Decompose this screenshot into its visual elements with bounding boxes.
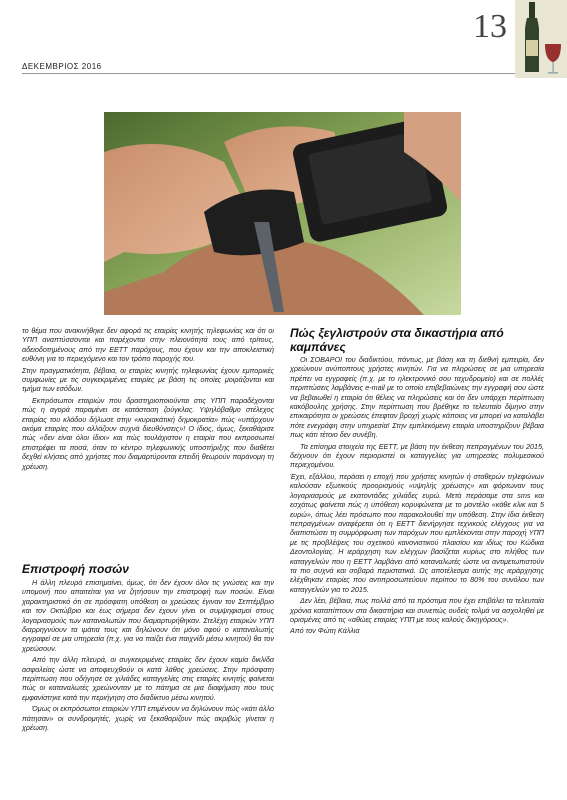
paragraph: Δεν λέει, βέβαια, πως πολλά από τα πρόστιμα που έχει επιβάλει τα τελευταία χρόνια καταπίπτουν στα δικαστήρια και συνεπώς ουδείς τολμά να ασχοληθεί με ορισμένες από τις «αθώες εταιρίες ΥΠΠ με τους καλούς δικηγόρους». (290, 596, 544, 624)
paragraph: Από την άλλη πλευρά, οι συγκεκριμένες εταιρίες δεν έχουν καμία δικλίδα ασφαλείας ώστε να αποφευχθούν οι κατά λάθος χρεώσεις. Στην πρόσφατη περίπτωση που οδήγησε σε χιλιάδες καταγγελίες στις εταιρίες κινητής φαίνεται πώς οι καταναλωτές χρεώνονταν με το πάτημα σε μια διαφήμιση που τους εμφανίστηκε κατά την περιήγηση στο διαδίκτυο μέσω κινητού. (22, 655, 274, 702)
paragraph: Η άλλη πλευρά επισημαίνει, όμως, ότι δεν έχουν όλοι τις γνώσεις και την υπομονή που απαιτείται για να ζητήσουν την επιστροφή των ποσών. Είναι χαρακτηριστικό ότι σε πρόσφατη υπόθεση οι χρεώσεις έγιναν τον Σεπτέμβριο και τον Οκτώβριο και έως σήμερα δεν έχουν γίνει οι συμψηφισμοί στους λογαριασμούς των καταναλωτών που διαμαρτυρήθηκαν. Στελέχη εταιριών ΥΠΠ διαρρηγνύουν τα ιμάτια τους και δηλώνουν ότι μόνο αφού ο καταναλωτής εγγραφεί σε μια υπηρεσία (π.χ. για να παίζει ένα παιχνίδι μέσω κινητού) θα τον χρεώσουν. (22, 578, 274, 653)
paragraph: Στην πραγματικότητα, βέβαια, οι εταιρίες κινητής τηλεφωνίας έχουν εμπορικές συμφωνίες με τις συγκεκριμένες εταιρίες με βάση τις οποίες μοιράζονται και τμήμα των εσόδων. (22, 365, 274, 394)
author-byline: Από τον Φώτη Κάλλια (290, 626, 360, 636)
left-column-top (22, 326, 274, 473)
paragraph: Έχει, εξάλλου, περάσει η εποχή που χρήστες κινητών ή σταθερών τηλεφώνων καλούσαν εξωτικούς προορισμούς «υψηλής χρέωσης» και φόρτωναν τους λογαριασμούς με εκατοντάδες χιλιάδες ευρώ. Μετά περάσαμε στα sms και εσχάτως φαίνεται πώς η υπόθεση κορυφώνεται με το μοντέλο «κάθε κλικ και 5 ευρώ», όπως λέει πρόσωπο που παρακολουθεί την υπόθεση. Στην ίδια έκθεση πεπραγμένων αναφέρεται ότι η ΕΕΤΤ διενήργησε τεχνικούς ελέγχους για να διαπιστώσει τη συμμόρφωση των παρόχων που εμπλέκονται στην παροχή ΥΠΠ με τις προβλέψεις του σχετικού κανονιστικού πλαισίου και ιδίως του Κώδικα Δεοντολογίας. Η ιεράρχηση των ελέγχων βασίζεται κυρίως στο πλήθος των καταγγελιών που η ΕΕΤΤ λαμβάνει από καταναλωτές ώστε να αντιμετωπιστούν τα πιο συχνά και σοβαρά περιστατικά. Ως αποτέλεσμα αυτής της ιεράρχησης ελέχθηκαν εταιρίες που αντιπροσωπεύουν περίπου το 80% του συνόλου των καταγγελιών για το 2015. (290, 471, 544, 594)
paragraph: Εκπρόσωποι εταιριών που δραστηριοποιούνται στις ΥΠΠ παραδέχονται πώς η αγορά παραμένει σε κατάσταση ζούγκλας. Υψηλόβαθμο στέλεχος εταιρίας του κλάδου δήλωσε στην «κυριακάτική δημοκρατία» πώς «υπάρχουν ακόμα εταιρίες που αλλάζουν συχνά διευθύνσεις»! Ο ίδιος, όμως, ξεκαθάρισε πώς «δεν είναι όλοι ίδιοι» και πώς τουλάχιστον η εταιρία που εκπροσωπεί επιστρέφει τα ποσά, όταν το κέντρο τηλεφωνικής υποστήριξης που διαθέτει δεχθεί κλήσεις από χρήστες που διαμαρτύρονται επειδή θεωρούν παράνομη τη χρέωση. (22, 395, 274, 471)
header-rule (22, 73, 545, 74)
page-number: 13 (473, 8, 507, 45)
article-headline: Πώς ξεγλιστρούν στα δικαστήρια από καμπάνες (290, 326, 504, 354)
paragraph: Τα επίσημα στοιχεία της ΕΕΤΤ, με βάση την έκθεση πεπραγμένων του 2015, δείχνουν ότι έχουν περιοριστεί οι καταγγελίες για υπηρεσίες πολυμεσικού περιεχομένου. (290, 441, 544, 470)
paragraph: το θέμα που ανακινήθηκε δεν αφορά τις εταιρίες κινητής τηλεφωνίας και ότι οι ΥΠΠ αναπτύσσονται και παρέχονται στην πλειονότητά τους από τρίτους, αδειοδοτημένους από την ΕΕΤΤ παρόχους, που έχουν και την αποκλειστική ευθύνη για το περιεχόμενο και τον τρόπο παροχής του. (22, 326, 274, 364)
issue-date: ΔΕΚΕΜΒΡΙΟΣ 2016 (22, 62, 102, 71)
left-column-bottom (22, 578, 274, 735)
wine-bottle-logo (515, 0, 567, 78)
section-heading-refunds: Επιστροφή ποσών (22, 562, 129, 576)
paragraph: Οι ΣΟΒΑΡΟΙ του διαδικτύου, πάντως, με βάση και τη διεθνή εμπειρία, δεν χρεώνουν ανύποπτους χρήστες κινητών. Για να πληρώσεις σε μια υπηρεσία πρέπει να εγγραφείς (π.χ. με το ηλεκτρονικό σου ταχυδρομείο) και σε πολλές περιπτώσεις λαμβάνεις e-mail με το οποίο επιβεβαιώνεις την εγγραφή σου ώστε να βεβαιωθεί η εταιρία ότι θέλεις να πληρώσεις και ότι δεν υπάρχει περίπτωση κακόβουλης χρήσης. Στην περίπτωση που βρέθηκε το τελευταίο δίμηνο στην επικαιρότητα οι χρεώσεις έπεφταν βροχή χωρίς κάποιος να μπορεί να καταλάβει πότε ενεγράφη στην υπηρεσία! Στην εμπλεκόμενη εταιρία υποστηρίζουν βέβαια πως κάτι τέτοιο δεν συνέβη. (290, 355, 544, 440)
right-column (290, 355, 544, 638)
hand-holding-phone-photo (104, 112, 461, 315)
paragraph: Όμως οι εκπρόσωποι εταιριών ΥΠΠ επιμένουν να δηλώνουν πώς «κάτι άλλο πάτησαν» οι συνδρομητές, χωρίς να ξεκαθαρίζουν πώς ακριβώς γίνεται η χρέωση. (22, 704, 274, 733)
